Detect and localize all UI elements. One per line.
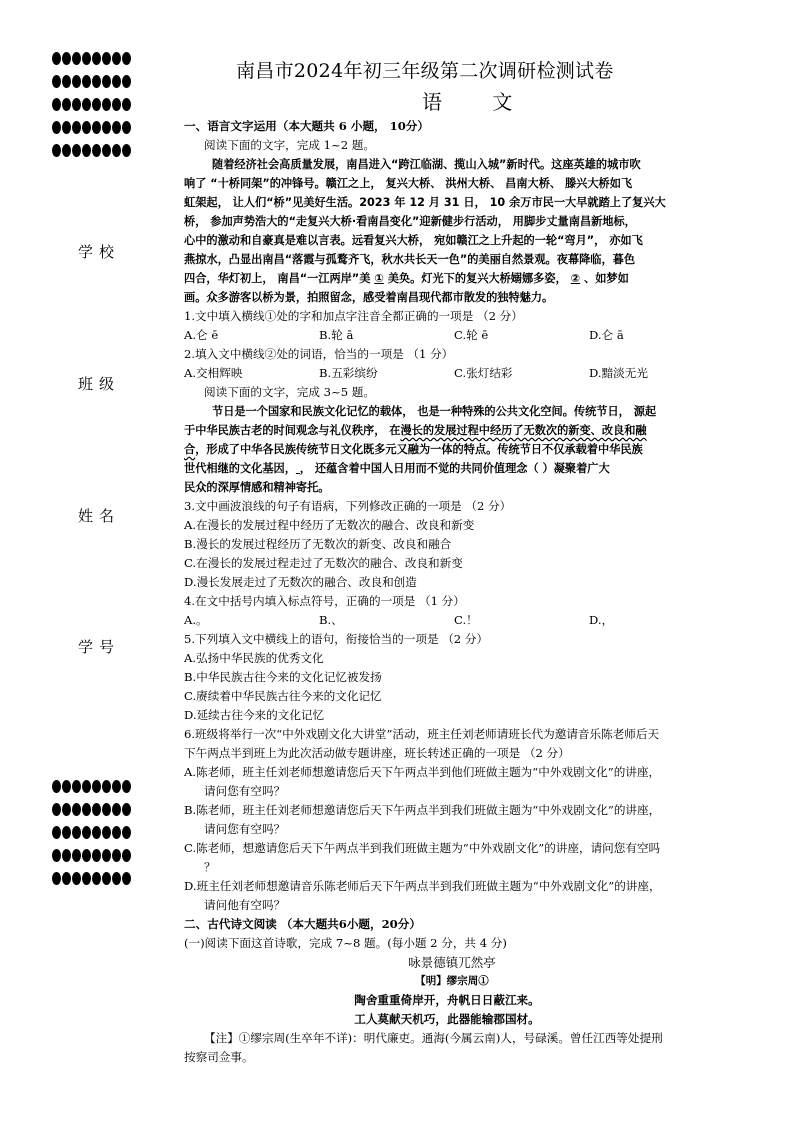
wavy-underlined-sentence: 漫长的发展过程中经历了无数次的新变、改良和融 [400,424,647,437]
side-label-school: 学校 [78,243,121,261]
binding-dot [52,849,61,862]
binding-dot [92,826,101,839]
binding-dot [112,52,121,65]
binding-dot [102,98,111,111]
binding-dot [102,780,111,793]
binding-dot [62,52,71,65]
section1-intro-2: 阅读下面的文字，完成 3~5 题。 [204,385,375,399]
question-2: 2.填入文中横线②处的词语，恰当的一项是 （1 分） [184,347,454,361]
binding-dot [122,849,131,862]
section1-intro: 阅读下面的文字，完成 1~2 题。 [204,138,375,152]
binding-dot [112,849,121,862]
binding-dot [52,52,61,65]
binding-dot [92,780,101,793]
side-label-class: 班级 [78,375,121,393]
passage-1: 随着经济社会高质量发展，南昌进入“跨江临湖、揽山入城”新时代。这座英雄的城市吹 响了 “十桥同架”的冲锋号。赣江之上， 复兴大桥、 洪州大桥、 昌南大桥、 滕兴大桥如飞 虹架起， 让人们“桥”见美好生活。2023 年 12 月 31 日， 10 余万市民一大早就踏上了复兴大 桥， 参加声势浩大的“走复兴大桥·看南昌变化”迎新健步行活动， 用脚步丈量南昌新地标， 心中的激动和自豪真是难以言表。远看复兴大桥， 宛如赣江之上升起的一轮“弯月”， 亦如飞 燕掠水，凸显出南昌“落霞与孤鹜齐飞，秋水共长天一色”的美丽自然景观。夜幕降临，暮色 四合，华灯初上， 南昌“一江两岸”美 ① 美奂。灯光下的复兴大桥嫋娜多姿， ② 、如梦如 画。众多游客以桥为景，拍照留念，感受着南昌现代都市散发的独特魅力。 [184,158,666,304]
binding-dot [82,98,91,111]
binding-dot [52,803,61,816]
binding-dot [62,849,71,862]
binding-dot [92,75,101,88]
side-label-student-id: 学号 [78,638,121,656]
section1-heading: 一、语言文字运用（本大题共 6 小题， 10分） [184,119,429,133]
binding-dot [82,849,91,862]
binding-dot [62,780,71,793]
binding-dot [82,872,91,885]
poem-author: 【明】缪宗周① [415,975,489,987]
binding-dot [72,52,81,65]
binding-dot [122,872,131,885]
binding-dot [112,121,121,134]
binding-dot [112,144,121,157]
blank-1: ① [374,272,384,285]
binding-dot [72,98,81,111]
binding-dot [72,121,81,134]
binding-dot [92,849,101,862]
exam-content: 一、语言文字运用（本大题共 6 小题， 10分） 阅读下面的文字，完成 1~2 题。 随着经济社会高质量发展，南昌进入“跨江临湖、揽山入城”新时代。这座英雄的城市吹 响了 “十桥同架”的冲锋号。赣江之上， 复兴大桥、 洪州大桥、 昌南大桥、 滕兴大桥如飞 虹架起， 让人们“桥”见美好生活。2023 年 12 月 31 日， 10 余万市民一大早就踏上了复兴大 桥， 参加声势浩大的“走复兴大桥·看南昌变化”迎新健步行活动， 用脚步丈量南昌新地标， 心中的激动和自豪真是难以言表。远看复兴大桥， 宛如赣江之上升起的一轮“弯月”， 亦如飞 燕掠水，凸显出南昌“落霞与孤鹜齐飞，秋水共长天一色”的美丽自然景观。夜幕降临，暮色 四合，华灯初上， 南昌“一江两岸”美 ① 美奂。灯光下的复兴大桥嫋娜多姿， ② 、如梦如 画。众多游客以桥为景，拍照留念，感受着南昌现代都市散发的独特魅力。 1.文中填入横线①处的字和加点字注音全都正确的一项是 （2 分） A.仑 ē B.轮 ā C.轮 ē D.仑 ā 2.填入文中横线②处的词语，恰当的一项是 （1 分） A.交相辉映 B.五彩缤纷 C.张灯结彩 D.黯淡无光 阅读下面的文字，完成 3~5 题。 节日是一个国家和民族文化记忆的载体， 也是一种特殊的公共文化空间。传统节日， 源起 于中华民族古老的时间观念与礼仪秩序， 在漫长的发展过程中经历了无数次的新变、改良和融 合，形成了中华各民族传统节日文化既多元又融为一体的特点。传统节日不仅承载着中华民族 世代相继的文化基因， ， 还蕴含着中国人日用而不觉的共同价值理念（ ）凝聚着广大 民众的深厚情感和精神寄托。 3.文中画波浪线的句子有语病，下列修改正确的一项是 （2 分） A.在漫长的发展过程中经历了无数次的融合、改良和新变 B.漫长的发展过程经历了无数次的新变、改良和融合 C.在漫长的发展过程走过了无数次的融合、改良和新变 D.漫长发展走过了无数次的融合、改良和创造 4.在文中括号内填入标点符号，正确的一项是 （1 分） A.。 B.、 C.！ D.， 5.下列填入文中横线上的语句，衔接恰当的一项是 （2 分） A.弘扬中华民族的优秀文化 B.中华民族古往今来的文化记忆被发扬 C.赓续着中华民族古往今来的文化记忆 D.延续古往今来的文化记忆 6.班级将举行一次“中外戏剧文化大讲堂”活动，班主任刘老师请班长代为邀请音乐陈老师后天 下午两点半到班上为此次活动做专题讲座，班长转述正确的一项是 （2 分） A.陈老师，班主任刘老师想邀请您后天下午两点半到他们班做主题为“中外戏剧文化”的讲座， 请问您有空吗？ B.陈老师，班主任刘老师想邀请您后天下午两点半到我们班做主题为“中外戏剧文化”的讲座， 请问您有空吗？ C.陈老师，想邀请您后天下午两点半到我们班做主题为“中外戏剧文化”的讲座，请问您有空吗 ？ D.班主任刘老师想邀请音乐陈老师后天下午两点半到我们班做主题为“中外戏剧文化”的讲座， 请问他有空吗？ 二、古代诗文阅读 （本大题共6小题，20分） (一)阅读下面这首诗歌，完成 7~8 题。(每小题 2 分，共 4 分) 咏景德镇兀然亭 【明】缪宗周① 陶舍重重倚岸开，舟帆日日蔽江来。 工人莫献天机巧，此器能输郡国材。 【注】①缪宗周(生卒年不详)：明代廉吏。通海(今属云南)人，号碌溪。曾任江西等处提刑 按察司佥事。 [184,117,750,1067]
binding-dot [62,75,71,88]
poem-note: 【注】①缪宗周(生卒年不详)：明代廉吏。通海(今属云南)人，号碌溪。曾任江西等处提刑 [204,1031,663,1045]
binding-dot [62,144,71,157]
question-4: 4.在文中括号内填入标点符号，正确的一项是 （1 分） [184,594,465,608]
binding-dot [92,121,101,134]
binding-dot [82,144,91,157]
binding-dot [92,98,101,111]
binding-dot [102,75,111,88]
section2-sub-intro: (一)阅读下面这首诗歌，完成 7~8 题。(每小题 2 分，共 4 分) [184,936,507,950]
binding-dot [62,98,71,111]
binding-dot [92,803,101,816]
binding-dot [52,98,61,111]
binding-dot [82,803,91,816]
binding-dot [112,780,121,793]
binding-dot [112,98,121,111]
binding-dot [62,872,71,885]
binding-dot [102,826,111,839]
binding-dot [72,849,81,862]
exam-title: 南昌市2024年初三年级第二次调研检测试卷 [236,60,614,82]
binding-dot [92,144,101,157]
binding-dot [82,75,91,88]
binding-dot [52,872,61,885]
poem-line-2: 工人莫献天机巧，此器能输郡国材。 [354,1012,540,1026]
poem-line-1: 陶舍重重倚岸开，舟帆日日蔽江来。 [354,993,540,1007]
side-label-name: 姓名 [78,507,121,525]
binding-dot [122,780,131,793]
exam-subject: 语 文 [422,90,535,114]
binding-dot [112,803,121,816]
binding-dot [102,144,111,157]
blank-2: ② [570,272,581,285]
binding-dot [122,826,131,839]
q6-option-a: A.陈老师，班主任刘老师想邀请您后天下午两点半到他们班做主题为“中外戏剧文化”的讲座， [184,765,661,779]
binding-dot [122,52,131,65]
poem-title: 咏景德镇兀然亭 [408,955,496,970]
binding-dot [72,872,81,885]
binding-dot [122,75,131,88]
question-4-options: A.。 B.、 C.！ D.， [184,613,614,627]
binding-dot [72,780,81,793]
question-1-options: A.仑 ē B.轮 ā C.轮 ē D.仑 ā [184,328,624,342]
binding-dot [92,872,101,885]
question-3: 3.文中画波浪线的句子有语病，下列修改正确的一项是 （2 分） [184,499,512,513]
binding-dot [112,75,121,88]
binding-dots-top [52,52,140,167]
binding-dot [82,52,91,65]
binding-dot [102,803,111,816]
binding-dot [52,75,61,88]
binding-dot [102,849,111,862]
q6-option-c: C.陈老师，想邀请您后天下午两点半到我们班做主题为“中外戏剧文化”的讲座，请问您有空吗 [184,841,661,855]
binding-dot [62,826,71,839]
question-2-options: A.交相辉映 B.五彩缤纷 C.张灯结彩 D.黯淡无光 [184,366,648,380]
binding-dot [122,144,131,157]
question-5: 5.下列填入文中横线上的语句，衔接恰当的一项是 （2 分） [184,632,489,646]
binding-dot [122,121,131,134]
binding-dot [102,52,111,65]
passage-2: 节日是一个国家和民族文化记忆的载体， 也是一种特殊的公共文化空间。传统节日， 源起 于中华民族古老的时间观念与礼仪秩序， 在漫长的发展过程中经历了无数次的新变、改良和融 合，形成了中华各民族传统节日文化既多元又融为一体的特点。传统节日不仅承载着中华民族 世代相继的文化基因， ， 还蕴含着中国人日用而不觉的共同价值理念（ ）凝聚着广大 民众的深厚情感和精神寄托。 [184,405,657,494]
binding-dot [82,826,91,839]
binding-dot [52,121,61,134]
binding-dot [62,121,71,134]
question-1: 1.文中填入横线①处的字和加点字注音全都正确的一项是 （2 分） [184,309,523,323]
binding-dot [102,872,111,885]
binding-dot [72,826,81,839]
binding-dot [102,121,111,134]
binding-dot [82,780,91,793]
question-6: 6.班级将举行一次“中外戏剧文化大讲堂”活动，班主任刘老师请班长代为邀请音乐陈老师后天 [184,727,660,741]
binding-dot [72,144,81,157]
binding-dot [72,75,81,88]
section2-heading: 二、古代诗文阅读 （本大题共6小题，20分） [184,917,421,931]
binding-dot [62,803,71,816]
binding-dot [92,52,101,65]
q6-option-b: B.陈老师，班主任刘老师想邀请您后天下午两点半到我们班做主题为“中外戏剧文化”的讲座， [184,803,661,817]
binding-dot [52,826,61,839]
binding-dot [112,826,121,839]
binding-dot [72,803,81,816]
binding-dot [52,780,61,793]
binding-dot [122,803,131,816]
binding-dot [112,872,121,885]
q6-option-d: D.班主任刘老师想邀请音乐陈老师后天下午两点半到我们班做主题为“中外戏剧文化”的讲座， [184,879,661,893]
binding-dots-bottom [52,780,140,895]
binding-dot [122,98,131,111]
binding-dot [52,144,61,157]
binding-dot [82,121,91,134]
